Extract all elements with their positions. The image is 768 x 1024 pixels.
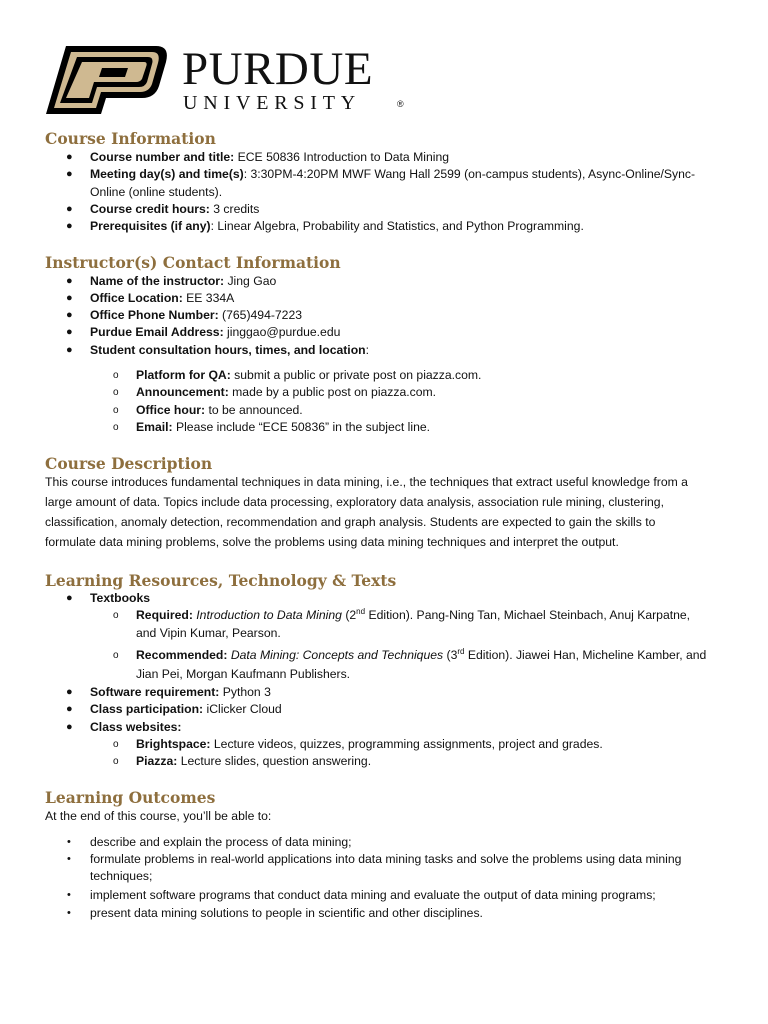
bullet-icon: ● <box>66 703 73 715</box>
circle-bullet-icon: o <box>113 650 119 661</box>
office-phone-line: Office Phone Number: (765)494-7223 <box>90 308 303 322</box>
circle-bullet-icon: o <box>113 756 119 767</box>
bullet-icon: ● <box>66 721 73 733</box>
bullet-icon: ● <box>66 686 73 698</box>
outcome-item: describe and explain the process of data mining; <box>90 835 352 849</box>
bullet-icon: • <box>67 889 71 901</box>
outcome-item: implement software programs that conduct data mining and evaluate the output of data mining programs; <box>90 888 656 902</box>
consultation-hours-line: Student consultation hours, times, and location: <box>90 343 369 357</box>
description-line: formulate data mining problems, solve the problems using data mining techniques and interpret the output. <box>45 535 619 549</box>
bullet-icon: ● <box>66 168 73 180</box>
circle-bullet-icon: o <box>113 739 119 750</box>
announcement-line: Announcement: made by a public post on piazza.com. <box>136 385 437 399</box>
registered-mark: ® <box>397 99 404 109</box>
circle-bullet-icon: o <box>113 370 119 381</box>
textbooks-label: Textbooks <box>90 591 151 605</box>
required-textbook-line: Required: Introduction to Data Mining (2nd Edition). Pang-Ning Tan, Michael Steinbach, Anuj Karpatne, <box>136 606 691 622</box>
bullet-icon: ● <box>66 292 73 304</box>
section-title-course-description: Course Description <box>45 454 213 473</box>
bullet-icon: ● <box>66 309 73 321</box>
platform-qa-line: Platform for QA: submit a public or private post on piazza.com. <box>136 368 482 382</box>
bullet-icon: • <box>67 907 71 919</box>
required-textbook-line-2: and Vipin Kumar, Pearson. <box>136 626 281 640</box>
bullet-icon: ● <box>66 592 73 604</box>
bullet-icon: ● <box>66 203 73 215</box>
description-line: classification, anomaly detection, recommendation and graph analysis. Students are expected to gain the skills to <box>45 515 656 529</box>
bullet-icon: ● <box>66 151 73 163</box>
bullet-icon: • <box>67 836 71 848</box>
circle-bullet-icon: o <box>113 610 119 621</box>
piazza-line: Piazza: Lecture slides, question answering. <box>136 754 372 768</box>
bullet-icon: ● <box>66 275 73 287</box>
section-title-learning-outcomes: Learning Outcomes <box>45 788 216 807</box>
software-requirement-line: Software requirement: Python 3 <box>90 685 271 699</box>
email-instructions-line: Email: Please include “ECE 50836” in the subject line. <box>136 420 431 434</box>
outcome-item: present data mining solutions to people in scientific and other disciplines. <box>90 906 483 920</box>
course-number-line: Course number and title: ECE 50836 Introduction to Data Mining <box>90 150 449 164</box>
circle-bullet-icon: o <box>113 422 119 433</box>
purdue-p-mark-icon <box>44 44 168 116</box>
recommended-textbook-line: Recommended: Data Mining: Concepts and Techniques (3rd Edition). Jiawei Han, Micheline Kamber, and <box>136 646 707 662</box>
instructor-name-line: Name of the instructor: Jing Gao <box>90 274 277 288</box>
circle-bullet-icon: o <box>113 387 119 398</box>
circle-bullet-icon: o <box>113 405 119 416</box>
meeting-time-line-2: Online (online students). <box>90 185 223 199</box>
credit-hours-line: Course credit hours: 3 credits <box>90 202 260 216</box>
brightspace-line: Brightspace: Lecture videos, quizzes, programming assignments, project and grades. <box>136 737 603 751</box>
bullet-icon: ● <box>66 220 73 232</box>
meeting-time-line: Meeting day(s) and time(s): 3:30PM-4:20PM MWF Wang Hall 2599 (on-campus students), Async-Online/Sync- <box>90 167 696 181</box>
outcome-item-continued: techniques; <box>90 869 153 883</box>
purdue-logo <box>44 44 414 118</box>
description-line: This course introduces fundamental techniques in data mining, i.e., the techniques that extract useful knowledge from a <box>45 475 688 489</box>
office-hour-line: Office hour: to be announced. <box>136 403 303 417</box>
description-line: large amount of data. Topics include data processing, exploratory data analysis, association rule mining, clustering, <box>45 495 664 509</box>
logo-word-purdue: PURDUE <box>182 43 374 95</box>
bullet-icon: ● <box>66 344 73 356</box>
prerequisites-line: Prerequisites (if any): Linear Algebra, Probability and Statistics, and Python Programming. <box>90 219 584 233</box>
section-title-learning-resources: Learning Resources, Technology & Texts <box>45 571 397 590</box>
bullet-icon: ● <box>66 326 73 338</box>
class-participation-line: Class participation: iClicker Cloud <box>90 702 282 716</box>
bullet-icon: • <box>67 853 71 865</box>
outcome-item: formulate problems in real-world applications into data mining tasks and solve the problems using data mining <box>90 852 682 866</box>
office-location-line: Office Location: EE 334A <box>90 291 235 305</box>
email-address-line: Purdue Email Address: jinggao@purdue.edu <box>90 325 341 339</box>
recommended-textbook-line-2: Jian Pei, Morgan Kaufmann Publishers. <box>136 667 351 681</box>
section-title-instructor: Instructor(s) Contact Information <box>45 253 341 272</box>
section-title-course-information: Course Information <box>45 129 216 148</box>
logo-word-university: UNIVERSITY <box>183 92 361 114</box>
class-websites-line: Class websites: <box>90 720 182 734</box>
outcomes-intro: At the end of this course, you’ll be able to: <box>45 809 272 823</box>
